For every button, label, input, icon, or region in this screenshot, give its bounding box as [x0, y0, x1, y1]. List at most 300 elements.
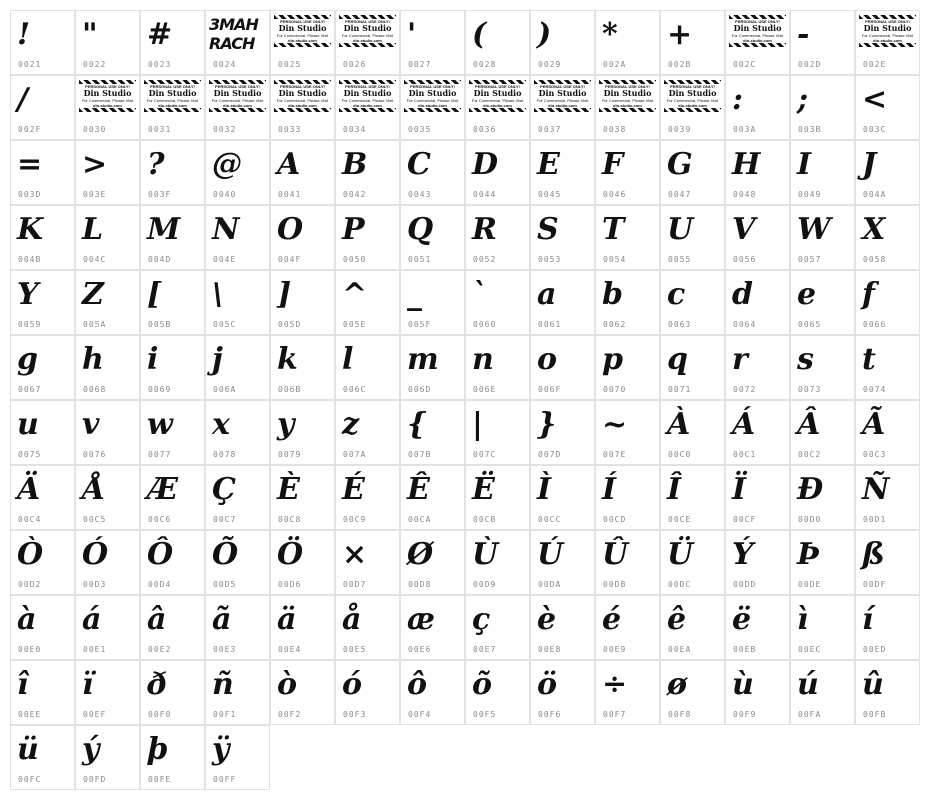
glyph: d	[732, 277, 753, 312]
glyph-cell[interactable]	[855, 270, 920, 335]
glyph-cell[interactable]	[790, 10, 855, 75]
glyph-cell[interactable]	[270, 140, 335, 205]
glyph: P	[342, 212, 365, 247]
placeholder-line2: Din Studio	[733, 23, 782, 33]
glyph-cell[interactable]	[660, 140, 725, 205]
glyph: z	[342, 407, 360, 442]
glyph-code: 0070	[603, 385, 627, 394]
glyph-cell[interactable]	[530, 10, 595, 75]
glyph-cell[interactable]	[75, 140, 140, 205]
glyph-code: 0067	[18, 385, 42, 394]
glyph-cell[interactable]	[855, 10, 920, 75]
glyph-cell[interactable]	[465, 75, 530, 140]
placeholder-line1: PERSONAL USE ONLY!	[280, 84, 325, 89]
glyph: ×	[342, 537, 368, 572]
glyph-cell[interactable]	[660, 10, 725, 75]
glyph-code: 0076	[83, 450, 107, 459]
glyph: h	[82, 342, 104, 377]
glyph-code: 00D4	[148, 580, 172, 589]
glyph-code: 00C9	[343, 515, 367, 524]
glyph-code: 00F5	[473, 710, 497, 719]
glyph-cell[interactable]	[205, 465, 270, 530]
glyph-cell[interactable]	[530, 75, 595, 140]
glyph-code: 005B	[148, 320, 172, 329]
glyph-cell[interactable]	[205, 205, 270, 270]
glyph-cell[interactable]	[855, 400, 920, 465]
glyph: t	[862, 342, 876, 377]
glyph-code: 00DA	[538, 580, 562, 589]
placeholder-line1: PERSONAL USE ONLY!	[280, 19, 325, 24]
glyph-code: 00D5	[213, 580, 237, 589]
glyph-cell[interactable]	[465, 270, 530, 335]
glyph: +	[667, 17, 693, 52]
glyph-cell[interactable]	[400, 400, 465, 465]
glyph-code: 0043	[408, 190, 432, 199]
placeholder-line3: For Commercial, Please Visit	[341, 98, 394, 103]
glyph-cell[interactable]	[725, 140, 790, 205]
glyph-cell[interactable]	[335, 530, 400, 595]
glyph-cell[interactable]	[725, 10, 790, 75]
glyph-code: 002A	[603, 60, 627, 69]
glyph-cell[interactable]	[10, 400, 75, 465]
glyph-cell[interactable]	[595, 75, 660, 140]
glyph: Û	[602, 537, 629, 572]
glyph-code: 007C	[473, 450, 497, 459]
glyph-cell[interactable]	[75, 10, 140, 75]
glyph-code: 00F2	[278, 710, 302, 719]
glyph: u	[17, 407, 39, 442]
glyph-cell[interactable]	[790, 595, 855, 660]
glyph: c	[667, 277, 686, 312]
glyph-cell[interactable]	[140, 530, 205, 595]
license-placeholder	[729, 15, 786, 47]
glyph: r	[732, 342, 748, 377]
license-placeholder	[339, 80, 396, 112]
glyph-code: 00F4	[408, 710, 432, 719]
glyph-cell[interactable]	[270, 270, 335, 335]
placeholder-line4: din-studio.com	[483, 103, 512, 108]
glyph-cell[interactable]	[595, 270, 660, 335]
glyph-cell[interactable]	[400, 660, 465, 725]
glyph-cell[interactable]	[75, 595, 140, 660]
glyph-cell[interactable]	[790, 660, 855, 725]
glyph-cell[interactable]	[205, 400, 270, 465]
glyph-cell[interactable]	[205, 660, 270, 725]
glyph-cell[interactable]	[75, 530, 140, 595]
glyph-cell[interactable]	[660, 595, 725, 660]
glyph-code: 007A	[343, 450, 367, 459]
glyph-cell[interactable]	[725, 595, 790, 660]
glyph: E	[537, 147, 560, 182]
glyph-cell[interactable]	[595, 205, 660, 270]
glyph-cell[interactable]	[660, 75, 725, 140]
glyph-code: 0035	[408, 125, 432, 134]
glyph-cell[interactable]	[595, 465, 660, 530]
glyph-cell[interactable]	[725, 400, 790, 465]
license-placeholder	[274, 15, 331, 47]
glyph-code: 00CD	[603, 515, 627, 524]
glyph-cell[interactable]	[400, 595, 465, 660]
glyph-cell[interactable]	[400, 335, 465, 400]
glyph-cell[interactable]	[400, 205, 465, 270]
glyph-cell[interactable]	[10, 595, 75, 660]
glyph-cell[interactable]	[140, 205, 205, 270]
glyph-cell[interactable]	[595, 595, 660, 660]
glyph-code: 0022	[83, 60, 107, 69]
glyph: Á	[732, 407, 756, 442]
glyph-cell[interactable]	[530, 335, 595, 400]
glyph-cell[interactable]	[10, 725, 75, 790]
glyph-cell[interactable]	[660, 335, 725, 400]
glyph-cell[interactable]	[205, 595, 270, 660]
glyph-cell[interactable]	[140, 270, 205, 335]
glyph-code: 00C0	[668, 450, 692, 459]
glyph-code: 0050	[343, 255, 367, 264]
glyph-cell[interactable]	[10, 140, 75, 205]
glyph-cell[interactable]	[855, 660, 920, 725]
glyph: g	[17, 342, 38, 377]
glyph-cell[interactable]	[270, 205, 335, 270]
license-placeholder	[534, 80, 591, 112]
glyph-cell[interactable]	[270, 75, 335, 140]
glyph: C	[407, 147, 431, 182]
glyph-cell[interactable]	[75, 725, 140, 790]
glyph-cell[interactable]	[10, 270, 75, 335]
glyph: á	[82, 602, 102, 637]
placeholder-line3: For Commercial, Please Visit	[861, 33, 914, 38]
glyph: #	[147, 17, 173, 52]
glyph: ð	[147, 667, 168, 702]
glyph-code: 00DD	[733, 580, 757, 589]
glyph-code: 0058	[863, 255, 887, 264]
hazard-stripe	[274, 108, 331, 112]
placeholder-line4: din-studio.com	[418, 103, 447, 108]
glyph-cell[interactable]	[855, 75, 920, 140]
glyph-cell[interactable]	[140, 335, 205, 400]
glyph-cell[interactable]	[75, 660, 140, 725]
glyph-code: 00EF	[83, 710, 107, 719]
glyph: D	[472, 147, 499, 182]
glyph-cell[interactable]	[400, 140, 465, 205]
glyph-code: 0064	[733, 320, 757, 329]
glyph-code: 0068	[83, 385, 107, 394]
glyph-cell[interactable]	[75, 75, 140, 140]
glyph-cell[interactable]	[725, 660, 790, 725]
hazard-stripe	[274, 43, 331, 47]
glyph-code: 0033	[278, 125, 302, 134]
glyph: ã	[212, 602, 232, 637]
glyph-code: 005C	[213, 320, 237, 329]
glyph-cell[interactable]	[530, 465, 595, 530]
glyph-cell[interactable]	[595, 530, 660, 595]
glyph-cell[interactable]	[530, 205, 595, 270]
glyph: /	[17, 82, 28, 117]
placeholder-line4: din-studio.com	[678, 103, 707, 108]
glyph-code: 003B	[798, 125, 822, 134]
glyph: H	[732, 147, 761, 182]
glyph-cell[interactable]	[725, 465, 790, 530]
glyph-code: 0032	[213, 125, 237, 134]
glyph: ï	[82, 667, 94, 702]
glyph-cell[interactable]	[855, 140, 920, 205]
glyph-cell[interactable]	[205, 335, 270, 400]
glyph: e	[797, 277, 817, 312]
glyph-cell[interactable]	[790, 205, 855, 270]
glyph-cell[interactable]	[465, 335, 530, 400]
placeholder-line4: din-studio.com	[93, 103, 122, 108]
glyph-cell[interactable]	[855, 465, 920, 530]
glyph-code: 0049	[798, 190, 822, 199]
license-placeholder	[209, 80, 266, 112]
glyph: W	[797, 212, 831, 247]
glyph-code: 006E	[473, 385, 497, 394]
glyph-cell[interactable]	[270, 400, 335, 465]
glyph-code: 00EA	[668, 645, 692, 654]
glyph-cell[interactable]	[400, 465, 465, 530]
glyph-cell[interactable]	[205, 725, 270, 790]
glyph-cell[interactable]	[10, 10, 75, 75]
glyph-cell[interactable]	[270, 335, 335, 400]
glyph-code: 00E2	[148, 645, 172, 654]
glyph-code: 00C3	[863, 450, 887, 459]
glyph-cell[interactable]	[140, 595, 205, 660]
glyph-code: 005F	[408, 320, 432, 329]
glyph-cell[interactable]	[205, 140, 270, 205]
glyph: ;	[797, 82, 809, 117]
glyph-cell[interactable]	[335, 205, 400, 270]
glyph-cell[interactable]	[790, 465, 855, 530]
glyph-cell[interactable]	[660, 270, 725, 335]
glyph-cell[interactable]	[855, 335, 920, 400]
glyph-cell[interactable]	[400, 75, 465, 140]
glyph-code: 005A	[83, 320, 107, 329]
glyph: é	[602, 602, 622, 637]
glyph-cell[interactable]	[465, 465, 530, 530]
glyph: û	[862, 667, 884, 702]
glyph-code: 00F9	[733, 710, 757, 719]
glyph-code: 00C1	[733, 450, 757, 459]
glyph: ø	[667, 667, 688, 702]
glyph-cell[interactable]	[595, 140, 660, 205]
glyph-cell[interactable]	[725, 335, 790, 400]
glyph-cell[interactable]	[270, 465, 335, 530]
glyph-cell[interactable]	[10, 335, 75, 400]
glyph-code: 00E0	[18, 645, 42, 654]
glyph-cell[interactable]	[335, 140, 400, 205]
glyph-cell[interactable]	[530, 595, 595, 660]
glyph-cell[interactable]	[10, 660, 75, 725]
glyph: Ú	[537, 537, 564, 572]
placeholder-line4: din-studio.com	[353, 38, 382, 43]
glyph-cell[interactable]	[10, 75, 75, 140]
glyph-cell[interactable]	[205, 75, 270, 140]
glyph-cell[interactable]	[465, 660, 530, 725]
glyph-code: 00D7	[343, 580, 367, 589]
glyph: Ð	[797, 472, 824, 507]
glyph-code: 0062	[603, 320, 627, 329]
glyph: è	[537, 602, 557, 637]
placeholder-line2: Din Studio	[343, 23, 392, 33]
glyph-code: 00FD	[83, 775, 107, 784]
placeholder-line1: PERSONAL USE ONLY!	[85, 84, 130, 89]
placeholder-line4: din-studio.com	[353, 103, 382, 108]
glyph-code: 0038	[603, 125, 627, 134]
glyph-cell[interactable]	[790, 140, 855, 205]
glyph-cell[interactable]	[855, 530, 920, 595]
glyph-cell[interactable]	[595, 335, 660, 400]
glyph-cell[interactable]	[140, 400, 205, 465]
placeholder-line3: For Commercial, Please Visit	[341, 33, 394, 38]
glyph-cell[interactable]	[855, 595, 920, 660]
glyph: a	[537, 277, 557, 312]
glyph-cell[interactable]	[530, 140, 595, 205]
placeholder-line1: PERSONAL USE ONLY!	[670, 84, 715, 89]
glyph: Ã	[862, 407, 886, 442]
glyph-cell[interactable]	[790, 400, 855, 465]
glyph-code: 0047	[668, 190, 692, 199]
placeholder-line3: For Commercial, Please Visit	[471, 98, 524, 103]
glyph-code: 00C2	[798, 450, 822, 459]
glyph: Ô	[147, 537, 174, 572]
glyph-cell[interactable]	[75, 335, 140, 400]
glyph-cell[interactable]	[140, 725, 205, 790]
hazard-stripe	[339, 108, 396, 112]
placeholder-line1: PERSONAL USE ONLY!	[410, 84, 455, 89]
glyph-cell[interactable]	[140, 140, 205, 205]
glyph: x	[212, 407, 230, 442]
glyph-cell[interactable]	[465, 140, 530, 205]
glyph-code: 00FE	[148, 775, 172, 784]
glyph-code: 0024	[213, 60, 237, 69]
glyph: _	[407, 277, 422, 312]
glyph-cell[interactable]	[140, 465, 205, 530]
glyph-code: 00E3	[213, 645, 237, 654]
glyph-cell[interactable]	[530, 270, 595, 335]
placeholder-line3: For Commercial, Please Visit	[276, 98, 329, 103]
glyph-cell[interactable]	[790, 530, 855, 595]
glyph: S	[537, 212, 559, 247]
hazard-stripe	[599, 108, 656, 112]
glyph-cell[interactable]	[335, 595, 400, 660]
glyph-cell[interactable]	[790, 335, 855, 400]
glyph-cell[interactable]	[10, 205, 75, 270]
glyph-cell[interactable]	[270, 660, 335, 725]
glyph-cell[interactable]	[725, 205, 790, 270]
glyph-cell[interactable]	[530, 400, 595, 465]
glyph-code: 0045	[538, 190, 562, 199]
glyph-cell[interactable]	[335, 10, 400, 75]
glyph-cell[interactable]	[335, 75, 400, 140]
glyph-cell[interactable]	[725, 270, 790, 335]
glyph-cell[interactable]	[400, 530, 465, 595]
glyph-code: 00F1	[213, 710, 237, 719]
glyph-code: 0026	[343, 60, 367, 69]
glyph: -	[797, 17, 810, 52]
glyph-cell[interactable]	[855, 205, 920, 270]
glyph-cell[interactable]	[335, 660, 400, 725]
glyph-cell[interactable]	[725, 75, 790, 140]
glyph-cell[interactable]	[10, 530, 75, 595]
glyph-cell[interactable]	[465, 595, 530, 660]
glyph-cell[interactable]	[660, 400, 725, 465]
glyph-cell[interactable]	[140, 660, 205, 725]
glyph-code: 0056	[733, 255, 757, 264]
glyph-cell[interactable]	[270, 595, 335, 660]
glyph-code: 00C8	[278, 515, 302, 524]
glyph-cell[interactable]	[660, 530, 725, 595]
glyph: ì	[797, 602, 809, 637]
glyph: ý	[82, 732, 100, 767]
glyph-cell[interactable]	[335, 335, 400, 400]
glyph-cell[interactable]	[530, 660, 595, 725]
glyph-code: 004A	[863, 190, 887, 199]
glyph-cell[interactable]	[595, 400, 660, 465]
license-placeholder	[599, 80, 656, 112]
glyph-cell[interactable]	[75, 400, 140, 465]
glyph-cell[interactable]	[790, 270, 855, 335]
glyph-code: 004D	[148, 255, 172, 264]
glyph-cell[interactable]	[660, 205, 725, 270]
glyph-code: 0060	[473, 320, 497, 329]
glyph: É	[342, 472, 365, 507]
glyph-cell[interactable]	[400, 270, 465, 335]
glyph-code: 0046	[603, 190, 627, 199]
glyph-cell[interactable]	[660, 660, 725, 725]
glyph-cell[interactable]	[725, 530, 790, 595]
glyph: U	[667, 212, 694, 247]
glyph: |	[472, 407, 483, 442]
glyph-code: 00F8	[668, 710, 692, 719]
glyph-cell[interactable]	[140, 75, 205, 140]
glyph-cell[interactable]	[790, 75, 855, 140]
glyph: í	[862, 602, 874, 637]
glyph-cell[interactable]	[465, 205, 530, 270]
glyph: ó	[342, 667, 363, 702]
glyph-code: 00E6	[408, 645, 432, 654]
glyph-cell[interactable]	[205, 270, 270, 335]
glyph-cell[interactable]	[205, 10, 270, 75]
glyph: ê	[667, 602, 687, 637]
placeholder-line4: din-studio.com	[223, 103, 252, 108]
glyph-cell[interactable]	[465, 400, 530, 465]
glyph-cell[interactable]	[270, 530, 335, 595]
glyph: !	[17, 17, 31, 52]
glyph-cell[interactable]	[595, 660, 660, 725]
glyph-cell[interactable]	[10, 465, 75, 530]
glyph-code: 0072	[733, 385, 757, 394]
glyph-code: 0063	[668, 320, 692, 329]
glyph-cell[interactable]	[335, 270, 400, 335]
glyph-code: 004E	[213, 255, 237, 264]
glyph-cell[interactable]	[75, 270, 140, 335]
glyph-cell[interactable]	[75, 465, 140, 530]
glyph-cell[interactable]	[660, 465, 725, 530]
glyph-cell[interactable]	[140, 10, 205, 75]
glyph-cell[interactable]	[465, 10, 530, 75]
glyph-cell[interactable]	[465, 530, 530, 595]
glyph-cell[interactable]	[400, 10, 465, 75]
glyph-code: 0030	[83, 125, 107, 134]
glyph-cell[interactable]	[335, 465, 400, 530]
glyph-cell[interactable]	[595, 10, 660, 75]
glyph-code: 00C6	[148, 515, 172, 524]
glyph-cell[interactable]	[530, 530, 595, 595]
glyph-cell[interactable]	[335, 400, 400, 465]
hazard-stripe	[664, 108, 721, 112]
glyph-cell[interactable]	[75, 205, 140, 270]
glyph-cell[interactable]	[205, 530, 270, 595]
glyph-cell[interactable]	[270, 10, 335, 75]
